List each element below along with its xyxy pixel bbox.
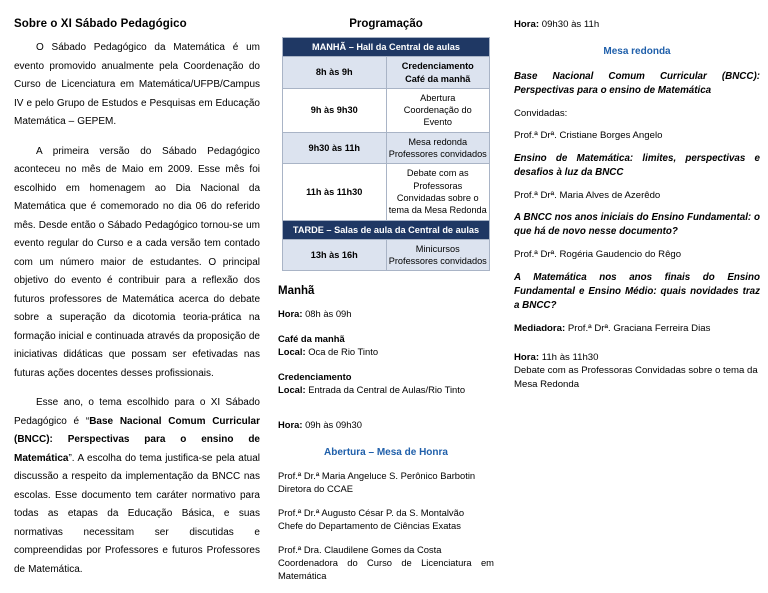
- about-paragraph: [14, 143, 260, 384]
- speakers-list: [514, 129, 760, 313]
- registration-title: [278, 370, 494, 383]
- breakfast-block: [278, 332, 494, 359]
- honour-table-people: [278, 469, 494, 583]
- spacer: [278, 407, 494, 418]
- speaker-topic: A Matemática nos anos finais do Ensino Fundamental e Ensino Médio: quais novidades traz a BNCC?: [514, 271, 760, 311]
- table-cell-time: 11h às 11h30: [283, 164, 387, 220]
- table-cell-time: 13h às 16h: [283, 239, 387, 271]
- opening-heading: Abertura – Mesa de Honra: [324, 446, 448, 458]
- table-cell-activity: Mesa redonda Professores convidados: [386, 132, 490, 164]
- about-paragraph: [14, 39, 260, 132]
- about-paragraph: [14, 394, 260, 579]
- hora-label-right-2: Hora:: [514, 351, 540, 363]
- registration-title-text: Credenciamento: [278, 370, 352, 382]
- registration-location: [278, 383, 494, 396]
- breakfast-location: [278, 345, 494, 358]
- speaker-name: Prof.ª Drª. Maria Alves de Azerêdo: [514, 189, 661, 201]
- speaker-name: Prof.ª Drª. Rogéria Gaudencio do Rêgo: [514, 249, 682, 261]
- spacer-right: [514, 336, 760, 351]
- morning-time-1-block: [278, 307, 494, 320]
- paragraph-text: O Sábado Pedagógico da Matemática é um evento promovido anualmente pela Coordenação do Curso de Licenciatura em Matemática/UFPB/Campus IV e pelo Grupo de Estudos e Pesquisas em Educação Matemática – GEPEM.: [14, 42, 260, 127]
- mediator-value: Prof.ª Drª. Graciana Ferreira Dias: [565, 322, 711, 334]
- table-row: [283, 239, 490, 271]
- table-band-row: [283, 220, 490, 239]
- programme-table-body: [283, 38, 490, 271]
- breakfast-title-text: Café da manhã: [278, 332, 345, 344]
- table-cell-time: 8h às 9h: [283, 57, 387, 89]
- table-row: [283, 132, 490, 164]
- hora-value-right-2: 11h às 11h30: [539, 351, 599, 363]
- mediator-line: [514, 322, 760, 336]
- table-band-row: [283, 38, 490, 57]
- table-cell-activity: Abertura Coordenação do Evento: [386, 88, 490, 132]
- table-cell-activity: Credenciamento Café da manhã: [386, 57, 490, 89]
- morning-section-heading: Manhã: [278, 285, 315, 298]
- table-row: [283, 57, 490, 89]
- honour-table-person: Prof.ª Dr.ª Maria Angeluce S. Perônico Barbotin Diretora do CCAE: [278, 469, 476, 495]
- registration-block: [278, 370, 494, 397]
- morning-time-2-block: [278, 418, 494, 431]
- table-cell-activity: Debate com as Professoras Convidadas sobre o tema da Mesa Redonda: [386, 164, 490, 220]
- paragraph-text: A primeira versão do Sábado Pedagógico aconteceu no mês de Maio em 2009. Esse mês foi escolhido em homenagem ao Dia Nacional da Matemática que é comemorado no dia 06 do referido mês. Desde então o Sábado Pedagógico tornou-se um evento regular do Curso e a cada versão tem contado com um número maior de estudantes. O principal objetivo do evento é contribuir para a reflexão dos futuros professores de Matemática acerca do debate sobre a superação da dicotomia teoria-prática na formação inicial e continuada através da proposição de iniciativas didáticas que possam ser efetivadas nas futuras ações docentes desses profissionais.: [14, 145, 260, 379]
- hora-label-2: Hora:: [278, 419, 303, 431]
- paragraph-text: Esse ano, o tema escolhido para o XI Sábado Pedagógico é “: [14, 397, 260, 427]
- speaker-name: Prof.ª Drª. Cristiane Borges Angelo: [514, 130, 663, 142]
- registration-local-label: Local:: [278, 384, 306, 396]
- table-band-label: MANHÃ – Hall da Central de aulas: [283, 38, 490, 57]
- debate-time: [514, 351, 760, 365]
- hora-value-1: 08h às 09h: [302, 308, 352, 320]
- table-row: [283, 88, 490, 132]
- speaker-topic: Ensino de Matemática: limites, perspectivas e desafios à luz da BNCC: [514, 152, 760, 178]
- page-title: Sobre o XI Sábado Pedagógico: [14, 18, 187, 30]
- registration-local-value: Entrada da Central de Aulas/Rio Tinto: [305, 384, 466, 396]
- morning-time-1: [278, 307, 494, 320]
- hora-label-1: Hora:: [278, 308, 303, 320]
- table-cell-time: 9h às 9h30: [283, 88, 387, 132]
- paragraph-emphasis: Base Nacional Comum Curricular (BNCC): Perspectivas para o ensino de Matemática: [14, 415, 260, 464]
- programme-title: Programação: [349, 18, 423, 30]
- breakfast-title: [278, 332, 494, 345]
- table-cell-time: 9h30 às 11h: [283, 132, 387, 164]
- column-programme: [270, 18, 502, 593]
- roundtable-main-topic: Base Nacional Comum Curricular (BNCC): Perspectivas para o ensino de Matemática: [514, 70, 760, 96]
- table-cell-activity: Minicursos Professores convidados: [386, 239, 490, 271]
- honour-table-person: Prof.ª Dra. Claudilene Gomes da Costa Coordenadora do Curso de Licenciatura em Matemática: [278, 543, 494, 582]
- morning-time-2: [278, 418, 494, 431]
- roundtable-heading: Mesa redonda: [603, 45, 671, 57]
- table-row: [283, 164, 490, 220]
- hora-value-right-1: 09h30 às 11h: [539, 19, 600, 30]
- programme-table: [282, 37, 490, 271]
- roundtable-time: [514, 18, 760, 32]
- table-band-label: TARDE – Salas de aula da Central de aulas: [283, 220, 490, 239]
- breakfast-local-value: Oca de Rio Tinto: [305, 346, 379, 358]
- honour-table-person: Prof.ª Dr.ª Augusto César P. da S. Montalvão Chefe do Departamento de Ciências Exatas: [278, 506, 465, 532]
- guests-label: Convidadas:: [514, 107, 568, 119]
- column-about: [14, 18, 270, 590]
- column-roundtable: [502, 18, 760, 391]
- hora-value-2: 09h às 09h30: [302, 419, 362, 431]
- paragraph-text: ”. A escolha do tema justifica-se pela atual discussão a respeito da implementação da BNCC nas escolas. Esse documento tem caráter normativo para todas as etapas da Educação Básica, e suas normativas necessitam ser discutidas e compreendidas por Professores e futuros Professores de Matemática.: [14, 452, 260, 575]
- breakfast-local-label: Local:: [278, 346, 306, 358]
- mediator-label: Mediadora:: [514, 322, 566, 334]
- about-paragraphs: [14, 39, 260, 579]
- debate-description: Debate com as Professoras Convidadas sobre o tema da Mesa Redonda: [514, 365, 758, 390]
- hora-label-right-1: Hora:: [514, 19, 540, 30]
- speaker-topic: A BNCC nos anos iniciais do Ensino Fundamental: o que há de novo nesse documento?: [514, 212, 760, 238]
